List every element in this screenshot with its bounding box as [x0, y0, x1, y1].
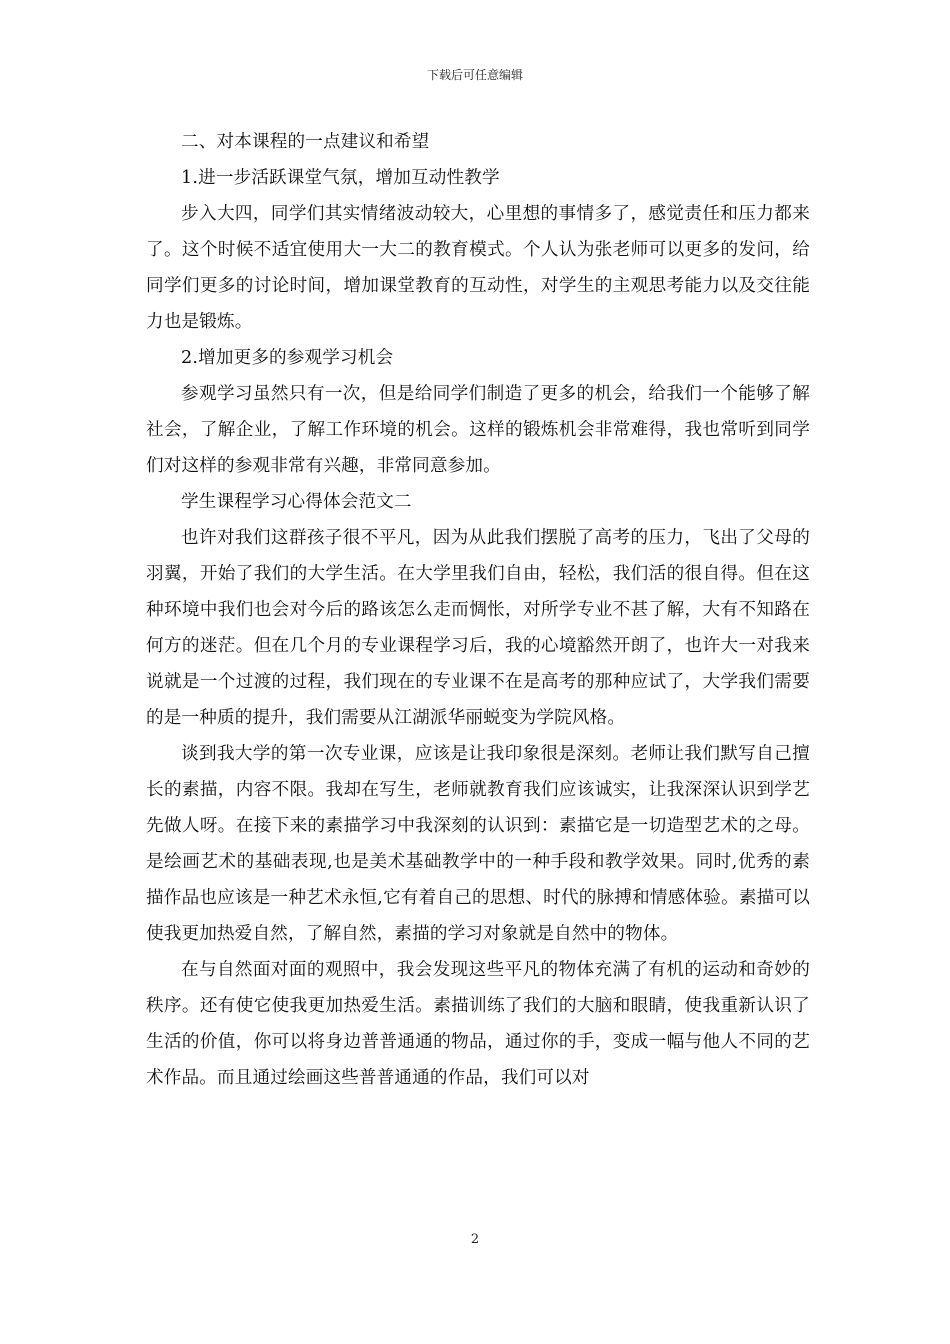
essay-title: 学生课程学习心得体会范文二 — [181, 492, 412, 512]
section-heading: 二、对本课程的一点建议和希望 — [181, 132, 430, 152]
page-number: 2 — [470, 1232, 480, 1247]
document-body — [146, 124, 810, 1096]
page-header: 下载后可任意编辑 — [426, 68, 523, 82]
paragraph: 步入大四，同学们其实情绪波动较大，心里想的事情多了，感觉责任和压力都来了。这个时候不适宜使用大一大二的教育模式。个人认为张老师可以更多的发问，给同学们更多的讨论时间，增加课堂教育的互动性，对学生的主观思考能力以及交往能力也是锻炼。 — [146, 204, 810, 332]
paragraph: 谈到我大学的第一次专业课，应该是让我印象很是深刻。老师让我们默写自己擅长的素描，内容不限。我却在写生，老师就教育我们应该诚实，让我深深认识到学艺先做人呀。在接下来的素描学习中我深刻的认识到：素描它是一切造型艺术的之母。是绘画艺术的基础表现,也是美术基础教学中的一种手段和教学效果。同时,优秀的素描作品也应该是一种艺术永恒,它有着自己的思想、时代的脉搏和情感体验。素描可以使我更加热爱自然，了解自然，素描的学习对象就是自然中的物体。 — [146, 744, 810, 944]
paragraph: 在与自然面对面的观照中，我会发现这些平凡的物体充满了有机的运动和奇妙的秩序。还有使它使我更加热爱生活。素描训练了我们的大脑和眼睛，使我重新认识了生活的价值，你可以将身边普普通通的物品，通过你的手，变成一幅与他人不同的艺术作品。而且通过绘画这些普普通通的作品，我们可以对 — [146, 960, 810, 1088]
subheading-2: 2.增加更多的参观学习机会 — [181, 348, 394, 368]
paragraph: 参观学习虽然只有一次，但是给同学们制造了更多的机会，给我们一个能够了解社会，了解企业，了解工作环境的机会。这样的锻炼机会非常难得，我也常听到同学们对这样的参观非常有兴趣，非常同意参加。 — [146, 384, 810, 476]
subheading-1: 1.进一步活跃课堂气氛，增加互动性教学 — [181, 168, 500, 188]
paragraph: 也许对我们这群孩子很不平凡，因为从此我们摆脱了高考的压力，飞出了父母的羽翼，开始了我们的大学生活。在大学里我们自由，轻松，我们活的很自得。但在这种环境中我们也会对今后的路该怎么走而惆怅，对所学专业不甚了解，大有不知路在何方的迷茫。但在几个月的专业课程学习后，我的心境豁然开朗了，也许大一对我来说就是一个过渡的过程，我们现在的专业课不在是高考的那种应试了，大学我们需要的是一种质的提升，我们需要从江湖派华丽蜕变为学院风格。 — [146, 528, 810, 728]
